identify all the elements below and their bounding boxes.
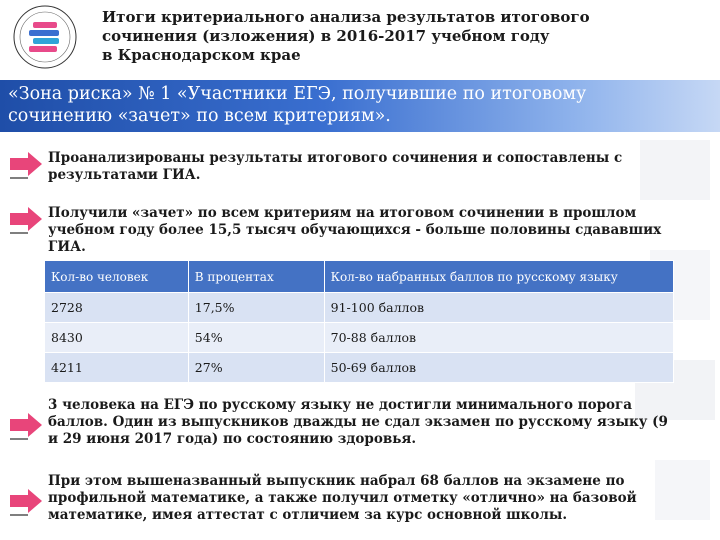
title-line: Итоги критериального анализа результатов итогового [102, 8, 590, 26]
table-row [45, 323, 674, 353]
bullet-line: результатами ГИА. [48, 167, 201, 183]
banner-heading [8, 83, 708, 127]
arrow-bullet-icon [8, 487, 44, 519]
arrow-bullet-icon [8, 150, 44, 182]
table-cell: 27% [188, 353, 324, 383]
table-cell: 17,5% [188, 293, 324, 323]
column-header: Кол-во набранных баллов по русскому языку [324, 261, 673, 293]
bullet-line: ГИА. [48, 239, 86, 255]
table-cell: 4211 [45, 353, 189, 383]
table-cell: 50-69 баллов [324, 353, 673, 383]
title-line: в Краснодарском крае [102, 46, 301, 64]
title-line: сочинения (изложения) в 2016-2017 учебном году [102, 27, 550, 45]
banner-line: «Зона риска» № 1 «Участники ЕГЭ, получившие по итоговому [8, 84, 587, 104]
bullet-line: математике, имея аттестат с отличием за курс основной школы. [48, 507, 568, 523]
header [0, 0, 720, 72]
table-cell: 91-100 баллов [324, 293, 673, 323]
bullet-line: При этом вышеназванный выпускник набрал 68 баллов на экзамене по [48, 473, 625, 489]
bullet-line: учебном году более 15,5 тысяч обучающихся - больше половины сдававших [48, 222, 662, 238]
banner-line: сочинению «зачет» по всем критериям». [8, 106, 391, 126]
table-row [45, 353, 674, 383]
bullet-line: Проанализированы результаты итогового сочинения и сопоставлены с [48, 150, 623, 166]
table-header-row [45, 261, 674, 293]
table-cell: 2728 [45, 293, 189, 323]
table-row [45, 293, 674, 323]
bullet-line: баллов. Один из выпускников дважды не сдал экзамен по русскому языку (9 [48, 414, 668, 430]
bullet-line: 3 человека на ЕГЭ по русскому языку не достигли минимального порога [48, 397, 633, 413]
column-header: В процентах [188, 261, 324, 293]
table-cell: 8430 [45, 323, 189, 353]
institute-logo-icon [12, 4, 78, 70]
page-title [102, 8, 702, 65]
results-table [44, 260, 674, 383]
table-cell: 70-88 баллов [324, 323, 673, 353]
arrow-bullet-icon [8, 205, 44, 237]
arrow-bullet-icon [8, 411, 44, 443]
column-header: Кол-во человек [45, 261, 189, 293]
table-cell: 54% [188, 323, 324, 353]
bullet-line: профильной математике, а также получил отметку «отлично» на базовой [48, 490, 637, 506]
section-banner [0, 80, 720, 132]
bullet-line: Получили «зачет» по всем критериям на итоговом сочинении в прошлом [48, 205, 637, 221]
bullet-line: и 29 июня 2017 года) по состоянию здоровья. [48, 431, 417, 447]
